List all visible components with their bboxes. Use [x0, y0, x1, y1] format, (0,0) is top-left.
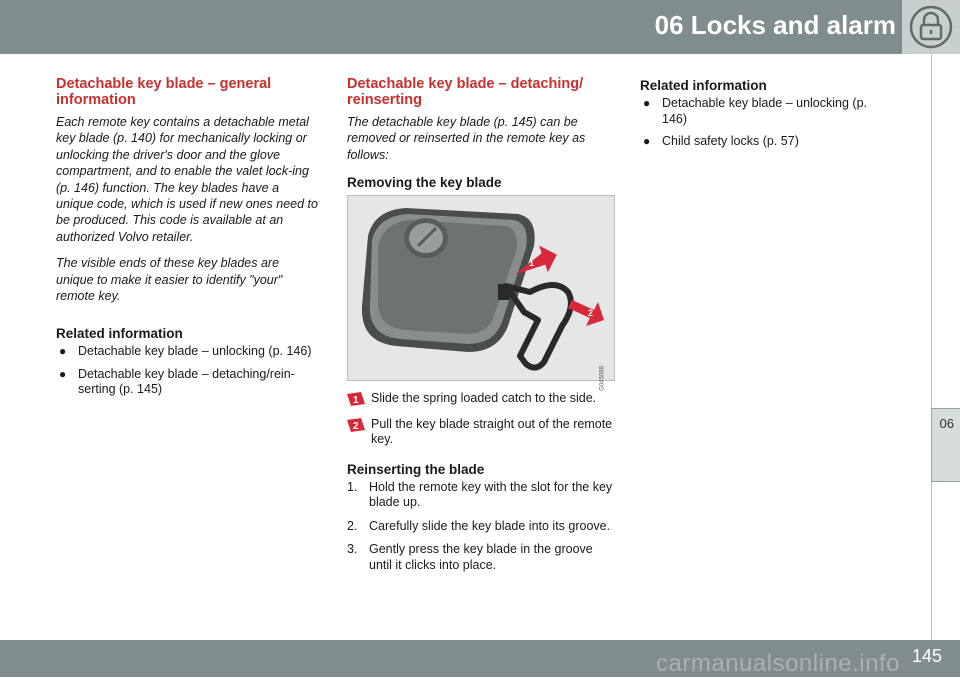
figure-code: G045088 [600, 366, 606, 391]
list-item: 3. Gently press the key blade in the groove until it clicks into place. [347, 542, 593, 572]
remote-key-drawing [348, 196, 614, 380]
list-item[interactable] [56, 344, 318, 360]
callout-1: 1 [529, 258, 535, 269]
svg-text:2: 2 [353, 420, 359, 432]
svg-text:1: 1 [353, 395, 359, 407]
step-item [347, 417, 615, 448]
key-blade-illustration [347, 195, 615, 391]
step-item [347, 391, 615, 407]
step-text: Slide the spring loaded catch to the side. [371, 391, 597, 406]
bullet-icon: ● [643, 134, 651, 148]
step-badge-icon [347, 418, 365, 437]
chapter-title: 06 Locks and alarm [654, 10, 896, 40]
watermark: carmanualsonline.info [656, 650, 900, 677]
step-badge-icon [347, 392, 365, 411]
bullet-icon: ● [59, 344, 67, 359]
padlock-icon [902, 0, 960, 54]
list-item[interactable] [640, 96, 880, 127]
sidebar-divider [931, 54, 932, 640]
bullet-icon: ● [59, 366, 67, 381]
step-text: Pull the key blade straight out of the remote key. [371, 416, 613, 447]
column-detaching [347, 76, 615, 581]
callout-2: 2 [588, 308, 594, 319]
related-link[interactable]: Detachable key blade – unlocking (p. 146) [78, 344, 312, 359]
section-heading: Detachable key blade – general information [56, 76, 272, 108]
bullet-icon: ● [643, 96, 651, 110]
related-heading: Related information [640, 78, 767, 93]
paragraph: The detachable key blade (p. 145) can be removed or reinserted in the remote key as follows: [347, 115, 586, 162]
list-item: 2. Carefully slide the key blade into its groove. [347, 518, 611, 533]
list-item: 1. Hold the remote key with the slot for the key blade up. [347, 479, 613, 510]
related-heading: Related information [56, 326, 183, 342]
related-link[interactable]: Detachable key blade – detaching/rein-serting (p. 145) [78, 366, 295, 397]
reinsert-steps [347, 480, 615, 574]
related-list [640, 96, 880, 150]
section-heading: Detachable key blade – detaching/ reinserting [347, 76, 584, 108]
page-number: 145 [911, 646, 942, 666]
list-item[interactable] [56, 367, 318, 398]
related-link[interactable]: Child safety locks (p. 57) [662, 134, 799, 148]
paragraph: Each remote key contains a detachable metal key blade (p. 140) for mechanically locking or unlocking the driver's door and the glove compartment, and to enable the valet lock-ing (p. 146) function. The key blades have a unique code, which is used if new ones need to be produced. This code is available at an authorized Volvo retailer. [56, 115, 318, 244]
column-general-info [56, 76, 318, 405]
subheading-reinsert: Reinserting the blade [347, 461, 485, 477]
chapter-tab-label: 06 [939, 416, 954, 431]
subheading-remove: Removing the key blade [347, 175, 502, 191]
list-item[interactable] [640, 134, 880, 150]
paragraph: The visible ends of these key blades are unique to make it easier to identify "your" remote key. [56, 256, 283, 304]
related-link[interactable]: Detachable key blade – unlocking (p. 146) [662, 96, 867, 126]
column-related [640, 76, 880, 157]
related-list [56, 344, 318, 398]
